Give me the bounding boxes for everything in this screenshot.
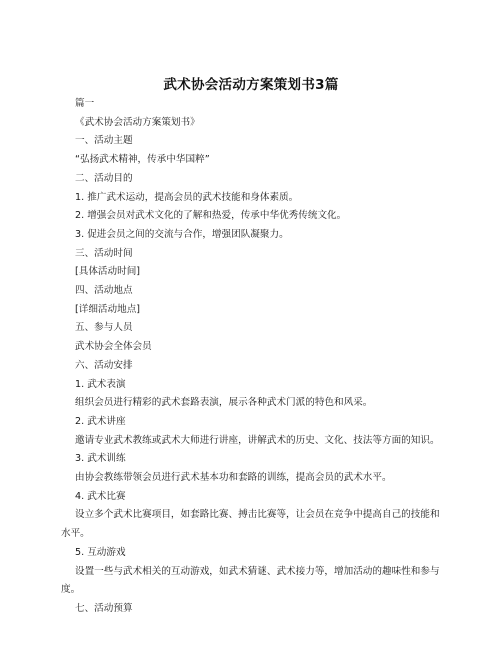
place-heading: 四、活动地点: [75, 285, 133, 297]
schedule-item-title: 5. 互动游戏: [75, 546, 126, 558]
schedule-item-title: 2. 武术讲座: [75, 415, 126, 427]
purpose-heading: 二、活动目的: [75, 172, 133, 184]
participants-text: 武术协会全体会员: [75, 341, 152, 353]
document-subtitle: 《武术协会活动方案策划书》: [75, 116, 200, 128]
purpose-item: 1. 推广武术运动，提高会员的武术技能和身体素质。: [75, 191, 299, 203]
schedule-heading: 六、活动安排: [75, 359, 133, 371]
document-title: 武术协会活动方案策划书3篇: [163, 77, 339, 93]
schedule-item-text: 由协会教练带领会员进行武术基本功和套路的训练，提高会员的武术水平。: [75, 472, 392, 484]
purpose-item: 3. 促进会员之间的交流与合作，增强团队凝聚力。: [75, 228, 289, 240]
purpose-item: 2. 增强会员对武术文化的了解和热爱，传承中华优秀传统文化。: [75, 210, 347, 222]
time-text: [具体活动时间]: [75, 266, 141, 278]
participants-heading: 五、参与人员: [75, 322, 133, 334]
schedule-item-title: 1. 武术表演: [75, 378, 126, 390]
document-body: [61, 95, 441, 619]
schedule-item-text: 组织会员进行精彩的武术套路表演，展示各种武术门派的特色和风采。: [75, 397, 373, 409]
schedule-item-text: 设置一些与武术相关的互动游戏，如武术猜谜、武术接力等，增加活动的趣味性和参与度。: [61, 565, 440, 596]
budget-heading: 七、活动预算: [75, 602, 133, 614]
time-heading: 三、活动时间: [75, 247, 133, 259]
schedule-item-text: 邀请专业武术教练或武术大师进行讲座，讲解武术的历史、文化、技法等方面的知识。: [75, 434, 440, 446]
schedule-item-text: 设立多个武术比赛项目，如套路比赛、搏击比赛等，让会员在竞争中提高自己的技能和水平。: [61, 509, 440, 540]
schedule-item-title: 3. 武术训练: [75, 453, 126, 465]
place-text: [详细活动地点]: [75, 303, 141, 315]
schedule-item-title: 4. 武术比赛: [75, 490, 126, 502]
theme-text: “弘扬武术精神，传承中华国粹”: [75, 154, 210, 166]
section-label: 篇一: [75, 98, 95, 109]
theme-heading: 一、活动主题: [75, 135, 133, 147]
